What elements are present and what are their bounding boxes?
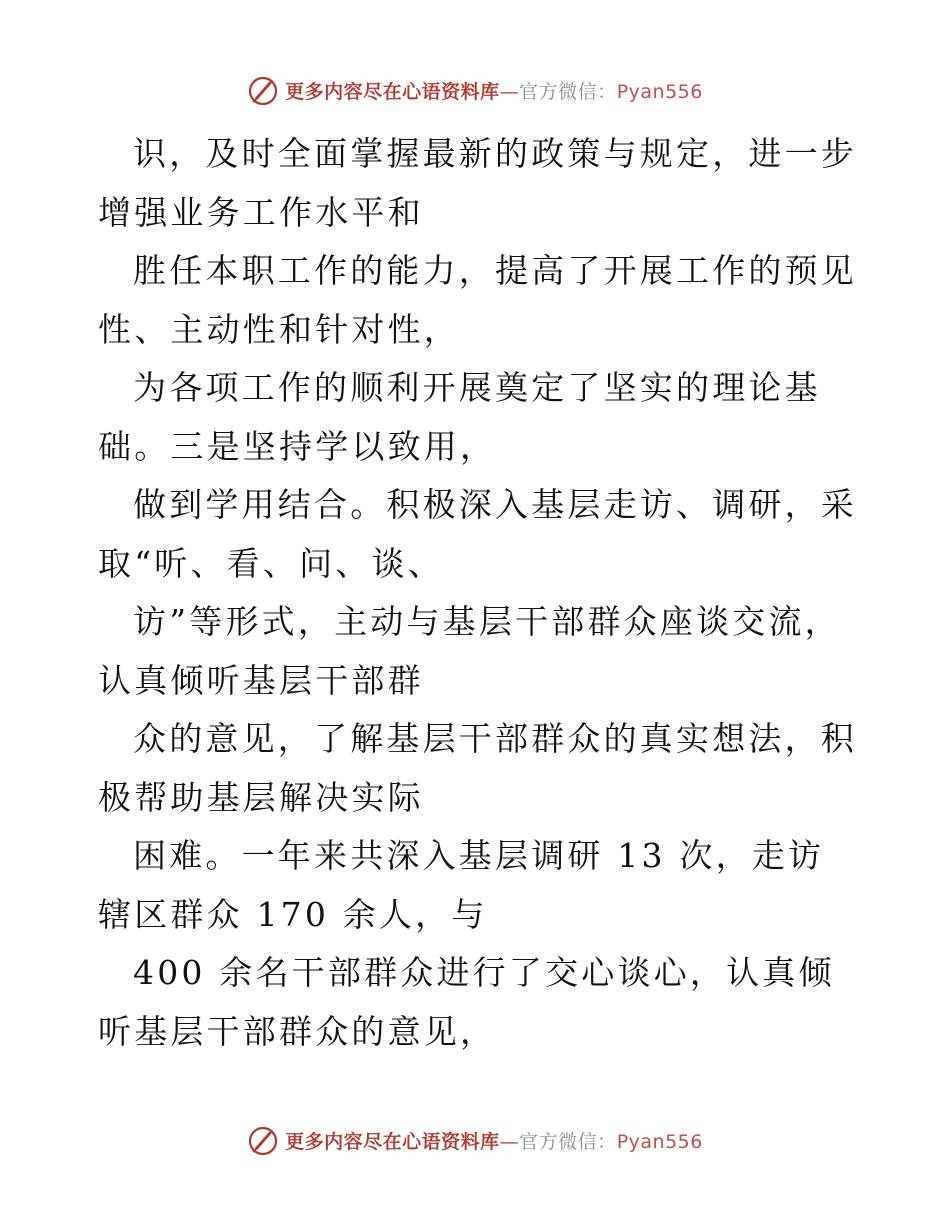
- paragraph-3: 为各项工作的顺利开展奠定了坚实的理论基础。三是坚持学以致用，: [98, 368, 821, 466]
- paragraph-5: 访”等形式，主动与基层干部群众座谈交流，认真倾听基层干部群: [98, 602, 841, 700]
- quill-pen-logo-icon: [247, 1124, 279, 1156]
- header-separator: —: [499, 80, 520, 103]
- footer-banner: [0, 1120, 950, 1160]
- document-body: [98, 125, 858, 1061]
- footer-separator: —: [499, 1130, 520, 1153]
- paragraph-1: 识，及时全面掌握最新的政策与规定，进一步增强业务工作水平和: [98, 134, 857, 232]
- header-banner-text: [285, 77, 703, 104]
- paragraph-4: 做到学用结合。积极深入基层走访、调研，采取“听、看、问、谈、: [98, 485, 857, 583]
- paragraph-6: 众的意见，了解基层干部群众的真实想法，积极帮助基层解决实际: [98, 719, 857, 817]
- footer-site-text: 更多内容尽在心语资料库: [285, 1130, 500, 1153]
- quill-pen-logo-icon: [247, 74, 279, 106]
- header-wechat-id: Pyan556: [616, 80, 703, 103]
- header-banner: [0, 70, 950, 110]
- footer-banner-text: [285, 1127, 703, 1154]
- paragraph-7: 困难。一年来共深入基层调研 13 次，走访辖区群众 170 余人，与: [98, 836, 825, 934]
- paragraph-2: 胜任本职工作的能力，提高了开展工作的预见性、主动性和针对性，: [98, 251, 857, 349]
- footer-wechat-label: 官方微信：: [519, 1130, 617, 1153]
- footer-wechat-id: Pyan556: [616, 1130, 703, 1153]
- paragraph-8: 400 余名干部群众进行了交心谈心，认真倾听基层干部群众的意见，: [98, 953, 835, 1051]
- header-wechat-label: 官方微信：: [519, 80, 617, 103]
- header-site-text: 更多内容尽在心语资料库: [285, 80, 500, 103]
